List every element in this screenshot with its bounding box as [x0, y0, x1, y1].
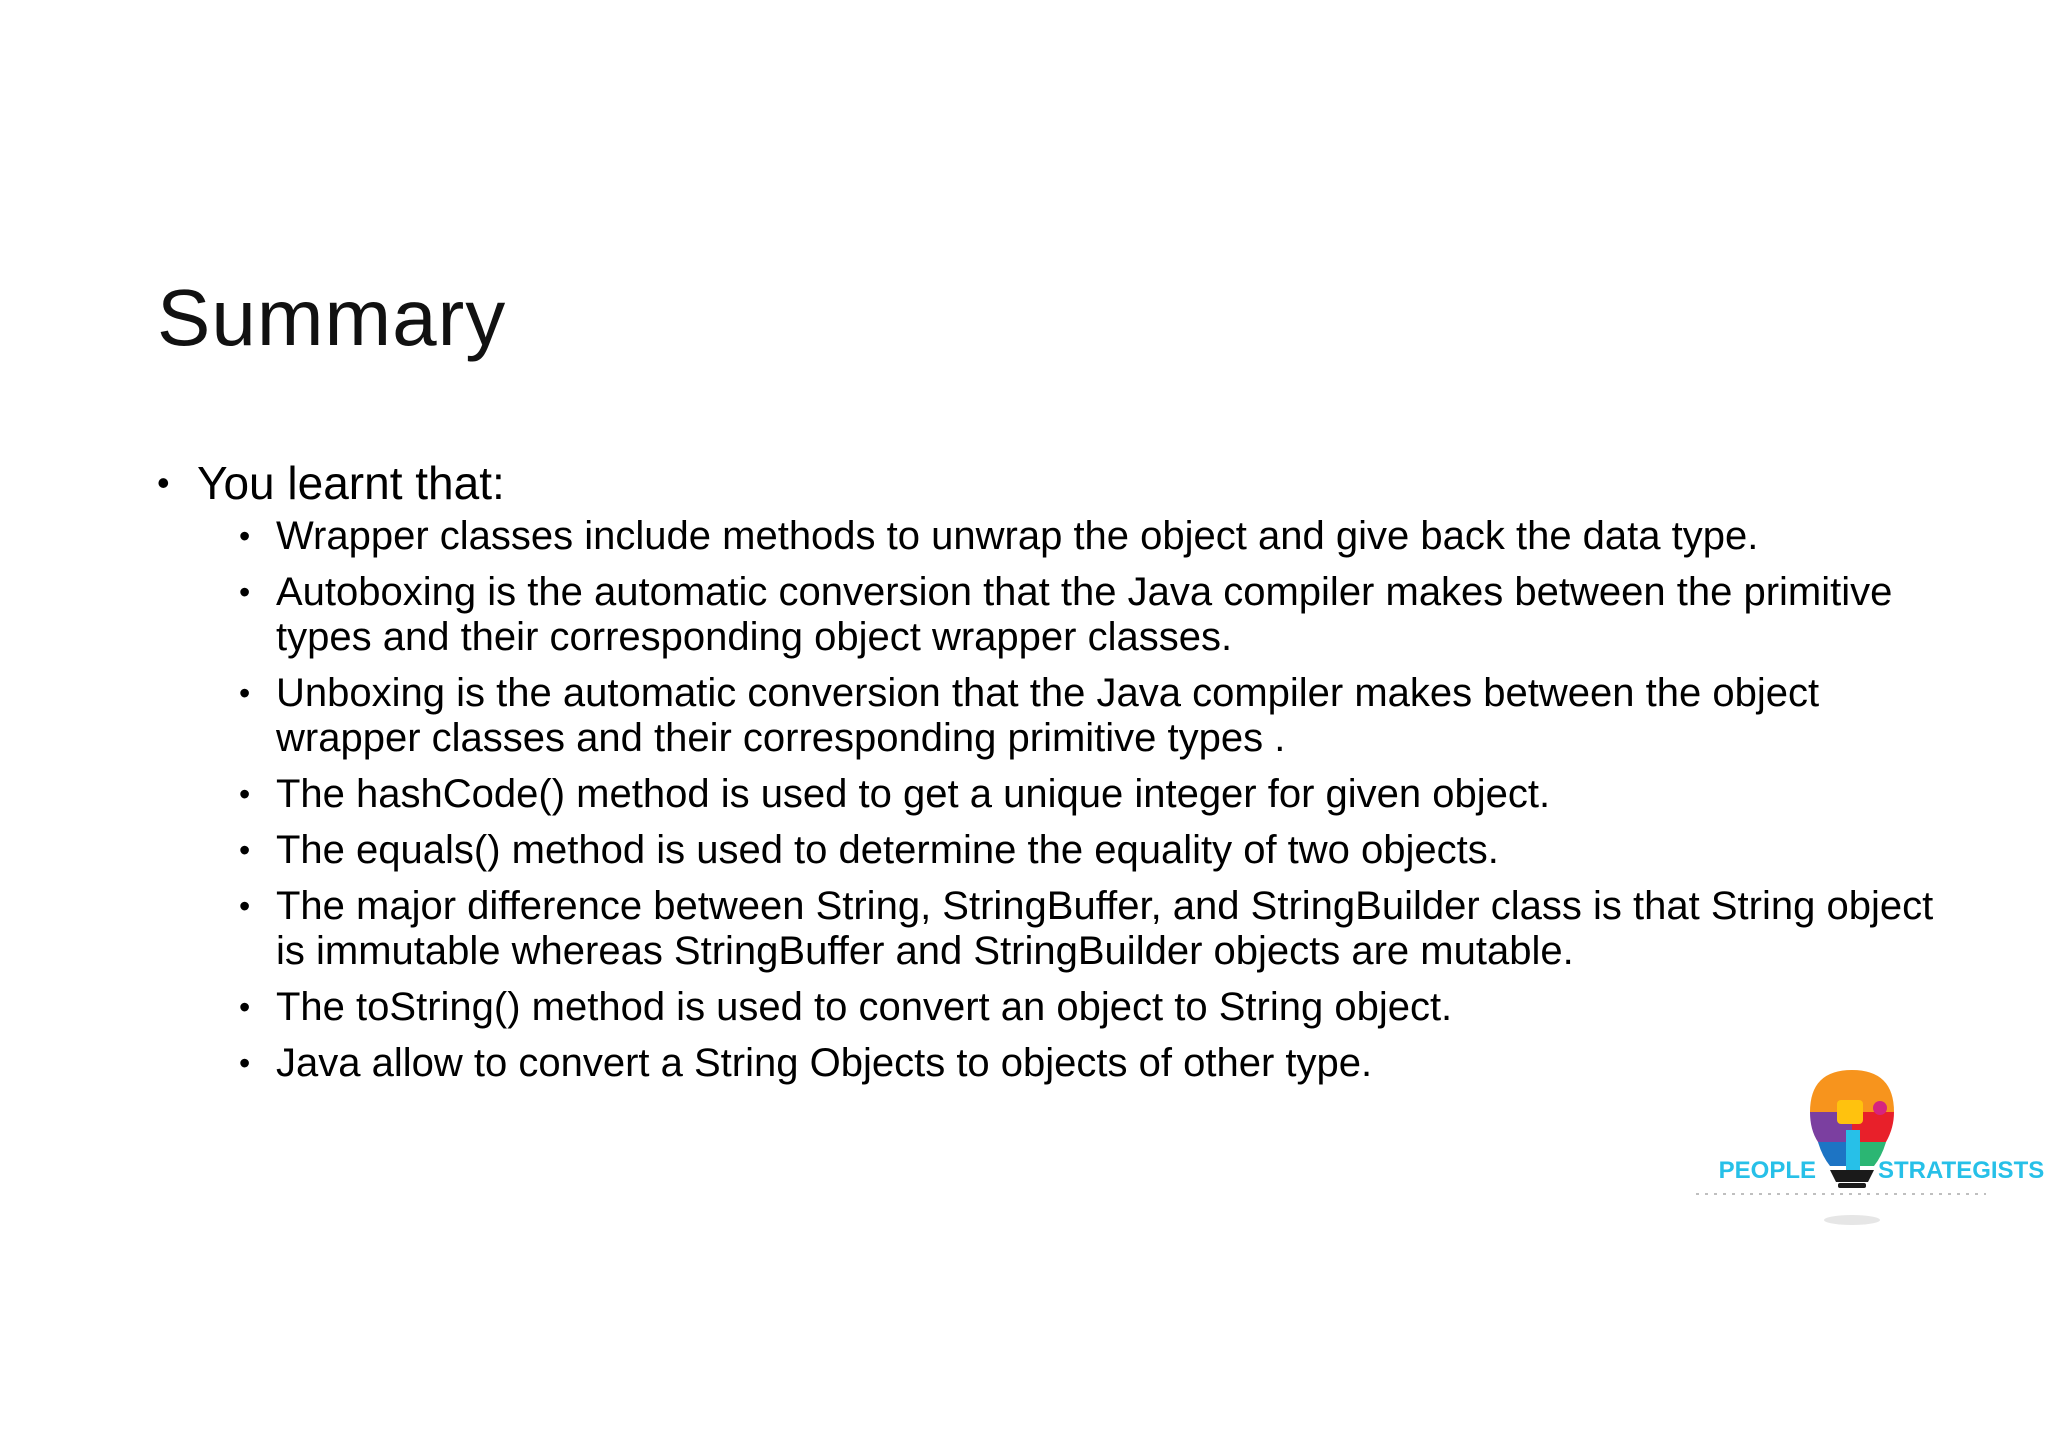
summary-points — [157, 514, 1934, 1086]
intro-text: You learnt that: — [197, 457, 505, 509]
summary-point-text: The toString() method is used to convert an object to String object. — [276, 985, 1453, 1029]
bullet-icon: • — [239, 888, 251, 924]
summary-point — [239, 884, 1936, 974]
logo-word-left: PEOPLE — [1718, 1157, 1816, 1184]
bullet-icon: • — [157, 462, 170, 503]
lightbulb-puzzle-icon — [1680, 1060, 2045, 1240]
slide-body — [157, 455, 1934, 1086]
people-strategists-logo — [1680, 1060, 2045, 1240]
bullet-icon: • — [239, 1045, 251, 1081]
slide-title: Summary — [157, 273, 507, 362]
summary-point-text: Autoboxing is the automatic conversion that the Java compiler makes between the primitive types and their corresponding object wrapper classes. — [276, 570, 1893, 659]
bullet-icon: • — [239, 574, 251, 610]
bullet-icon: • — [239, 832, 251, 868]
summary-point-text: The hashCode() method is used to get a unique integer for given object. — [276, 772, 1551, 816]
intro-line — [157, 455, 1907, 511]
summary-point — [239, 772, 1936, 817]
logo-shadow — [1824, 1215, 1880, 1225]
bulb-base — [1830, 1170, 1874, 1188]
summary-point-text: Wrapper classes include methods to unwrap the object and give back the data type. — [276, 514, 1759, 558]
summary-point — [239, 985, 1936, 1030]
summary-point-text: The equals() method is used to determine the equality of two objects. — [276, 828, 1499, 872]
bullet-icon: • — [239, 518, 251, 554]
summary-point — [239, 514, 1936, 559]
summary-point-text: Java allow to convert a String Objects to objects of other type. — [276, 1041, 1373, 1085]
bullet-icon: • — [239, 776, 251, 812]
summary-point-text: Unboxing is the automatic conversion that the Java compiler makes between the object wrapper classes and their corresponding primitive types . — [276, 671, 1820, 760]
summary-point — [239, 828, 1936, 873]
bullet-icon: • — [239, 675, 251, 711]
bulb-pieces — [1810, 1070, 1894, 1170]
bullet-icon: • — [239, 989, 251, 1025]
summary-point — [239, 671, 1936, 761]
summary-point-text: The major difference between String, StringBuffer, and StringBuilder class is that String object is immutable whereas StringBuffer and StringBuilder objects are mutable. — [276, 884, 1934, 973]
logo-word-right: STRATEGISTS — [1878, 1157, 2045, 1184]
summary-point — [239, 570, 1936, 660]
